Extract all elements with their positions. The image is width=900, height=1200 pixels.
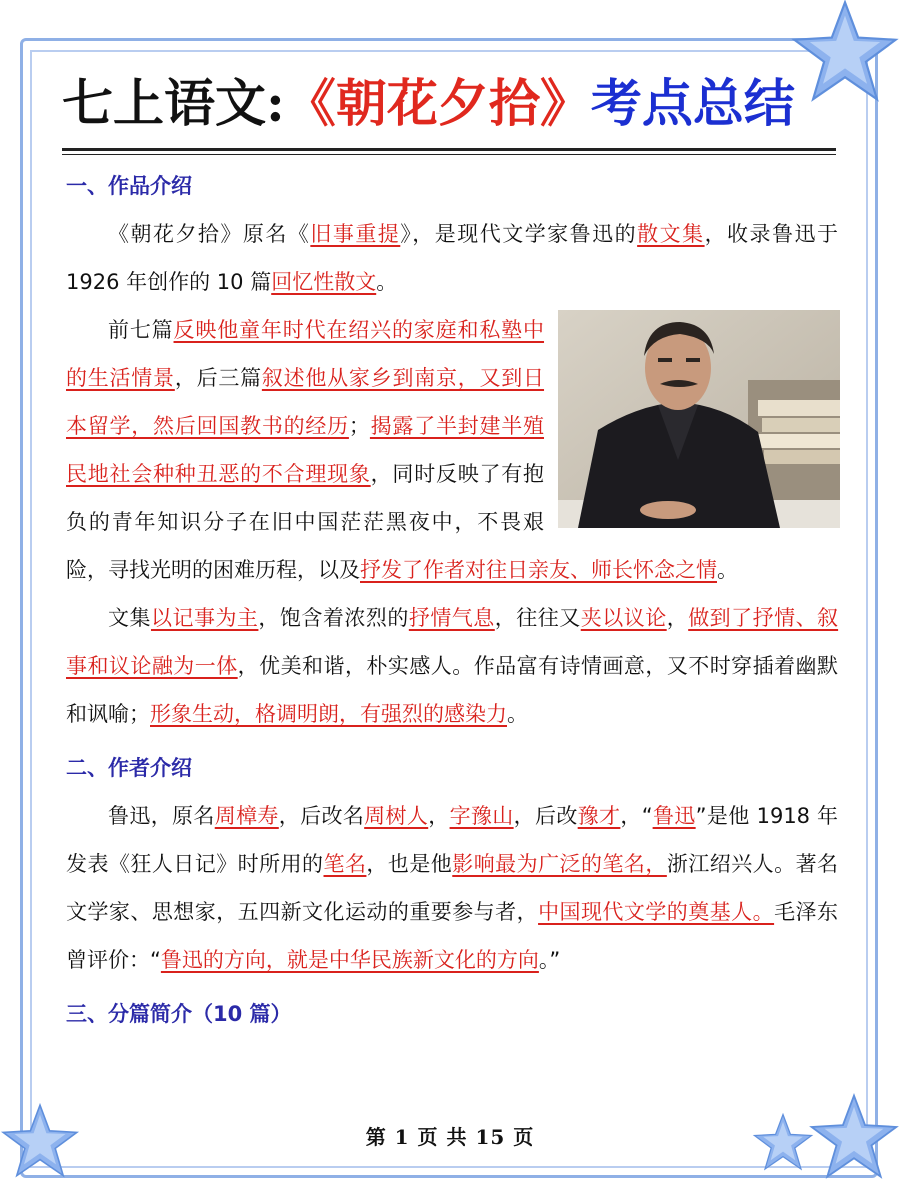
highlight-run: 抒情气息: [408, 606, 495, 630]
highlight-run: 以记事为主: [150, 606, 259, 630]
text-run: ，也是他: [366, 852, 453, 876]
text-run: 浙江绍兴人。著名文学家、思想家，五四新文化运动的重要参与者，: [66, 852, 839, 924]
main-content: [66, 162, 838, 1038]
highlight-run: 回忆性散文: [271, 270, 377, 294]
highlight-run: 鲁迅: [652, 804, 696, 828]
highlight-run: 散文集: [637, 222, 705, 246]
text-run: ；: [348, 414, 370, 438]
text-run: ，后三篇: [174, 366, 262, 390]
text-run: 。: [507, 702, 528, 726]
highlight-run: 影响最为广泛的笔名，: [452, 852, 667, 876]
author-portrait-photo: [558, 310, 840, 528]
highlight-run: 做到了抒情、叙事和议论融为一体: [66, 606, 839, 678]
section-heading-intro: 一、作品介绍: [66, 174, 192, 198]
text-run: 。”: [538, 948, 561, 972]
author-paragraph: [66, 792, 838, 984]
highlight-run: 夹以议论: [580, 606, 667, 630]
text-run: 鲁迅，原名: [108, 804, 215, 828]
text-run: ，往往又: [494, 606, 581, 630]
section-heading-chapters: 三、分篇简介（10 篇）: [66, 1002, 292, 1026]
text-run: 毛泽东曾评价：“: [66, 900, 839, 972]
highlight-run: 叙述他从家乡到南京，又到日本留学，然后回国教书的经历: [66, 366, 545, 438]
highlight-run: 周树人: [364, 804, 429, 828]
text-run: 前七篇: [108, 318, 174, 342]
text-run: ，: [666, 606, 689, 630]
highlight-run: 反映他童年时代在绍兴的家庭和私塾中的生活情景: [66, 318, 545, 390]
title-rule-thin: [62, 154, 836, 155]
title-prefix: 七上语文:: [62, 74, 285, 134]
title-rule-thick: [62, 148, 836, 151]
highlight-run: 形象生动，格调明朗，有强烈的感染力: [150, 702, 507, 726]
text-run: ，后改: [513, 804, 578, 828]
text-run: ，收录鲁迅于 1926 年创作的 10 篇: [66, 222, 838, 294]
page-title: [62, 62, 852, 146]
highlight-run: 周樟寿: [214, 804, 279, 828]
text-run: 文集: [108, 606, 151, 630]
highlight-run: 中国现代文学的奠基人。: [538, 900, 775, 924]
text-run: 。: [376, 270, 398, 294]
highlight-run: 旧事重提: [310, 222, 401, 246]
section-heading-author: 二、作者介绍: [66, 756, 192, 780]
intro-paragraph-3: [66, 594, 838, 738]
text-run: 。: [717, 558, 738, 582]
highlight-run: 豫才: [577, 804, 621, 828]
text-run: ，: [428, 804, 450, 828]
highlight-run: 抒发了作者对往日亲友、师长怀念之情: [360, 558, 717, 582]
title-book: 《朝花夕拾》: [284, 74, 591, 134]
highlight-run: 鲁迅的方向，就是中华民族新文化的方向: [160, 948, 539, 972]
highlight-run: 揭露了半封建半殖民地社会种种丑恶的不合理现象: [66, 414, 545, 486]
title-suffix: 考点总结: [590, 74, 795, 134]
page-number-footer: 第 1 页 共 15 页: [365, 1125, 535, 1149]
text-run: 》，是现代文学家鲁迅的: [400, 222, 638, 246]
text-run: ，同时反映了有抱负的青年知识分子在旧中国茫茫黑夜中，不畏艰险，寻找光明的困难历程，以及: [66, 462, 545, 582]
text-run: ，“: [620, 804, 653, 828]
intro-paragraph-1: [66, 210, 838, 306]
highlight-run: 字豫山: [449, 804, 514, 828]
highlight-run: 笔名: [323, 852, 367, 876]
text-run: ”是他 1918 年发表《狂人日记》时所用的: [66, 804, 839, 876]
text-run: ，后改名: [278, 804, 365, 828]
portrait-illustration: [558, 310, 840, 528]
text-run: 《朝花夕拾》原名《: [108, 222, 311, 246]
text-run: ，饱含着浓烈的: [258, 606, 409, 630]
text-run: ，优美和谐，朴实感人。作品富有诗情画意，又不时穿插着幽默和讽喻；: [66, 654, 839, 726]
